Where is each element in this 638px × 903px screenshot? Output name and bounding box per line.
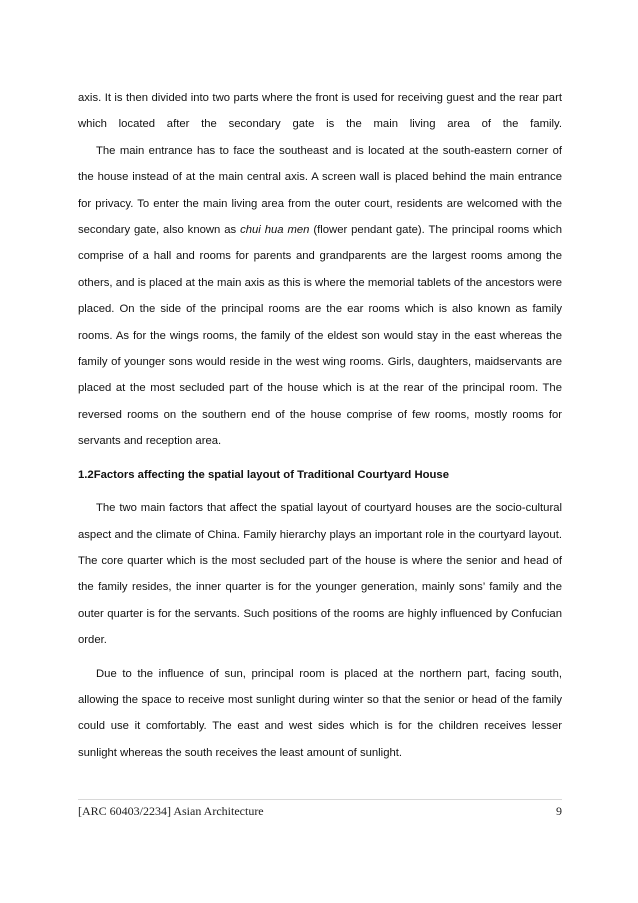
italic-term: chui hua men: [240, 224, 310, 237]
paragraph-continuation: axis. It is then divided into two parts where the front is used for receiving guest and the rear part which located after the secondary gate is the main living area of the family.: [78, 92, 562, 131]
footer-divider: [78, 799, 562, 800]
section-title: Factors affecting the spatial layout of Traditional Courtyard House: [93, 468, 449, 481]
paragraph-factors: The two main factors that affect the spatial layout of courtyard houses are the socio-cultural aspect and the climate of China. Family hierarchy plays an important role in the courtyard layout. The core quarter which is the most secluded part of the house is where the senior and head of the family resides, the inner quarter is for the younger generation, mainly sons’ family and the outer quarter is for the servants. Such positions of the rooms are highly influenced by Confucian order.: [78, 502, 562, 647]
paragraph-sun: Due to the influence of sun, principal room is placed at the northern part, facing south, allowing the space to receive most sunlight during winter so that the senior or head of the family could use it comfortably. The east and west sides which is for the children receives lesser sunlight whereas the south receives the least amount of sunlight.: [78, 667, 562, 759]
section-heading: [78, 462, 562, 488]
page-number: 9: [556, 804, 562, 818]
paragraph-main-entrance: [78, 138, 562, 455]
paragraph-text: (flower pendant gate). The principal rooms which comprise of a hall and rooms for parents and grandparents are the largest rooms among the others, and is placed at the main axis as this is where the memorial tablets of the ancestors were placed. On the side of the principal rooms are the ear rooms which is also known as family rooms. As for the wings rooms, the family of the eldest son would stay in the east whereas the family of younger sons would reside in the west wing rooms. Girls, daughters, maidservants are placed at the most secluded part of the house which is at the rear of the principal room. The reversed rooms on the southern end of the house comprise of few rooms, mostly rooms for servants and reception area.: [78, 224, 562, 448]
paragraph-text: The main entrance has to face the southeast and is located at the south-eastern corner of the house instead of at the main central axis. A screen wall is placed behind the main entrance for privacy. To enter the main living area from the outer court, residents are welcomed with the secondary gate, also known as: [78, 144, 562, 237]
body-text: [78, 85, 562, 766]
footer-course-label: [ARC 60403/2234] Asian Architecture: [78, 804, 264, 818]
section-number: 1.2: [78, 468, 94, 481]
